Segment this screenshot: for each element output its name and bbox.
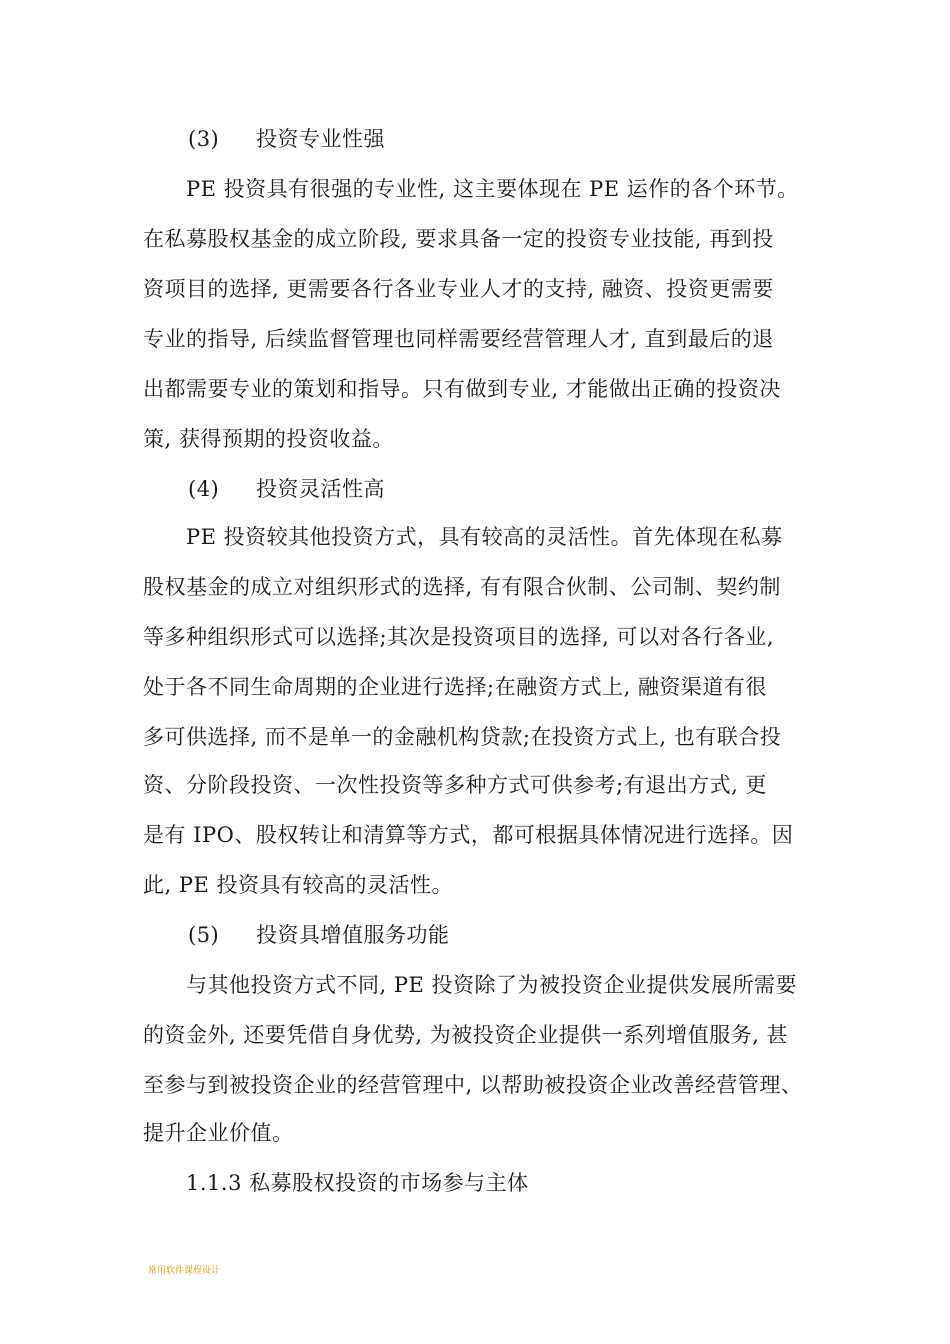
paragraph-line: 专业的指导, 后续监督管理也同样需要经营管理人才, 直到最后的退 (143, 327, 774, 351)
paragraph-line: 至参与到被投资企业的经营管理中, 以帮助被投资企业改善经营管理、 (143, 1073, 803, 1097)
heading-number: (4) (188, 477, 220, 501)
section-heading (188, 474, 385, 504)
paragraph-line: 提升企业价值。 (143, 1121, 294, 1145)
paragraph-line: 的资金外, 还要凭借自身优势, 为被投资企业提供一系列增值服务, 甚 (143, 1023, 789, 1047)
paragraph-line: 资、分阶段投资、一次性投资等多种方式可供参考;有退出方式, 更 (143, 773, 767, 797)
heading-text: 投资具增值服务功能 (256, 923, 450, 947)
heading-text: 投资灵活性高 (256, 477, 385, 501)
paragraph-line: 此, PE 投资具有较高的灵活性。 (143, 873, 453, 897)
paragraph-line: PE 投资具有很强的专业性, 这主要体现在 PE 运作的各个环节。 (186, 177, 799, 201)
paragraph-line: 多可供选择, 而不是单一的金融机构贷款;在投资方式上, 也有联合投 (143, 725, 782, 749)
heading-number: (3) (188, 127, 220, 151)
heading-text: 投资专业性强 (256, 127, 385, 151)
paragraph-line: 等多种组织形式可以选择;其次是投资项目的选择, 可以对各行各业, (143, 625, 775, 649)
paragraph-line: 出都需要专业的策划和指导。只有做到专业, 才能做出正确的投资决 (143, 377, 781, 401)
paragraph-line: 股权基金的成立对组织形式的选择, 有有限合伙制、公司制、契约制 (143, 575, 781, 599)
section-heading (188, 124, 385, 154)
paragraph-line: 资项目的选择, 更需要各行各业专业人才的支持, 融资、投资更需要 (143, 277, 774, 301)
paragraph-line: 是有 IPO、股权转让和清算等方式，都可根据具体情况进行选择。因 (143, 823, 794, 847)
heading-number: (5) (188, 923, 220, 947)
footer-note: 常用软件课程设计 (148, 1266, 221, 1276)
paragraph-line: 处于各不同生命周期的企业进行选择;在融资方式上, 融资渠道有很 (143, 675, 767, 699)
paragraph-line: PE 投资较其他投资方式，具有较高的灵活性。首先体现在私募 (186, 525, 783, 549)
paragraph-line: 策, 获得预期的投资收益。 (143, 427, 394, 451)
paragraph-line: 与其他投资方式不同, PE 投资除了为被投资企业提供发展所需要 (186, 973, 797, 997)
paragraph-line: 在私募股权基金的成立阶段, 要求具备一定的投资专业技能, 再到投 (143, 227, 774, 251)
subsection-title: 1.1.3 私募股权投资的市场参与主体 (186, 1171, 529, 1195)
section-heading (188, 920, 450, 950)
